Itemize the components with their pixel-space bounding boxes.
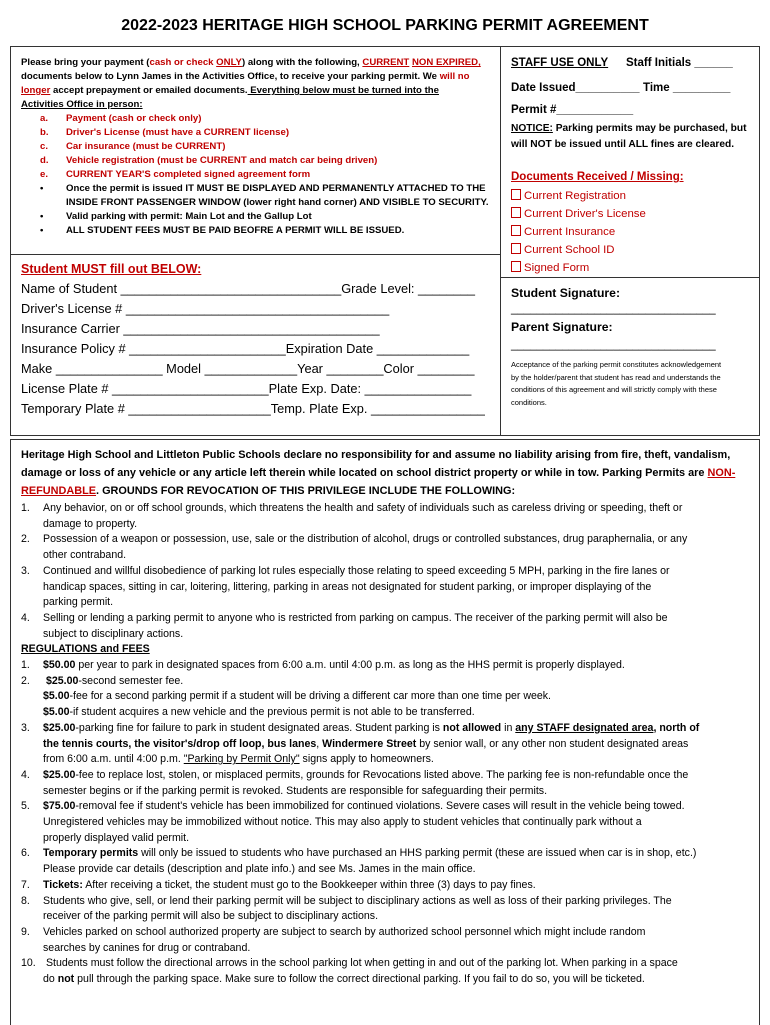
- insurance-policy-field[interactable]: Insurance Policy # ______________________Expiration Date _____________: [21, 341, 470, 356]
- notice-text-1: NOTICE: Parking permits may be purchased, but: [511, 123, 747, 134]
- checkbox-icon: [511, 261, 521, 272]
- document-checkbox-license[interactable]: Current Driver's License: [511, 205, 646, 223]
- list-item: 10. Students must follow the directional arrows in the school parking lot when getting in and out of the parking lot. When parking in a space: [21, 957, 678, 970]
- student-fill-heading: Student MUST fill out BELOW:: [21, 262, 202, 276]
- list-item-continuation: INSIDE FRONT PASSENGER WINDOW (lower right hand corner) AND VISIBLE TO SECURITY.: [66, 197, 489, 208]
- list-item: 3. Continued and willful disobedience of parking lot rules especially those relating to speed exceeding 5 MPH, parking in the fire lanes or: [21, 564, 670, 577]
- list-item: a. Payment (cash or check only): [40, 113, 202, 124]
- intro-line-1: Please bring your payment (cash or check ONLY) along with the following, CURRENT NON EXPIRED,: [21, 57, 481, 68]
- list-item: 4. $25.00-fee to replace lost, stolen, or misplaced permits, grounds for Revocations listed above. The parking fee is non-refundable once the: [21, 768, 689, 781]
- intro-line-2: documents below to Lynn James in the Activities Office, to receive your parking permit. We will no: [21, 71, 470, 82]
- parent-signature-field[interactable]: ________________________________: [511, 339, 716, 351]
- document-checkbox-signed-form[interactable]: Signed Form: [511, 259, 646, 277]
- list-item: 4. Selling or lending a parking permit to anyone who is restricted from parking on campus. The receiver of the parking permit will also be: [21, 611, 668, 624]
- page-title: 2022-2023 HERITAGE HIGH SCHOOL PARKING PERMIT AGREEMENT: [121, 17, 649, 34]
- temporary-plate-field[interactable]: Temporary Plate # ____________________Temp. Plate Exp. ________________: [21, 401, 485, 416]
- document-checkbox-registration[interactable]: Current Registration: [511, 187, 646, 205]
- document-checkbox-insurance[interactable]: Current Insurance: [511, 223, 646, 241]
- list-item-continuation: do not pull through the parking space. Make sure to follow the correct directional parking. If you fail to do so, you will be ticketed.: [43, 973, 645, 986]
- permit-number-field[interactable]: Permit #____________: [511, 104, 634, 116]
- notice-text-2: will NOT be issued until ALL fines are cleared.: [511, 139, 735, 150]
- list-item: • ALL STUDENT FEES MUST BE PAID BEOFRE A PERMIT WILL BE ISSUED.: [40, 225, 405, 236]
- terms-list: 1. Any behavior, on or off school grounds, which threatens the health and safety of individuals such as careless driving or speeding, theft or damage to property. 2. Possession of a weapon or possession, use, sale or the distribution of alcohol, drugs or controlled substances, drug paraphernalia, or any other contraband. 3. Continued and willful disobedience of parking lot rules especially those relating to speed exceeding 5 MPH, parking in the fire lanes or handicap spaces, sitting in car, loitering, littering, parking in areas not designated for student parking, or improper displaying of the parking permit. 4. Selling or lending a parking permit to anyone who is restricted from parking on campus. The receiver of the parking permit will also be subject to disciplinary actions. REGULATIONS and FEES 1. $50.00 per year to park in designated spaces from 6:00 a.m. until 4:00 p.m. as long as the HHS permit is properly displayed. 2. $25.00-second semester fee. $5.00-fee for a second parking permit if a student will be driving a different car more than one time per week. $5.00-if student acquires a new vehicle and the previous permit is not able to be transferred. 3. $25.00-parking fine for failure to park in student designated areas. Student parking is not allowed in any STAFF designated area, north of the tennis courts, the visitor's/drop off loop, bus lanes, Windermere Street by senior wall, or any other non student designated areas from 6:00 a.m. until 4:00 p.m. "Parking by Permit Only" signs apply to homeowners. 4. $25.00-fee to replace lost, stolen, or misplaced permits, grounds for Revocations listed above. The parking fee is non-refundable once the semester begins or if the parking permit is revoked. Students are responsible for safeguarding their permits. 5. $75.00-removal fee if student's vehicle has been immobilized for continued violations. Severe cases will result in the vehicle being towed. Unregistered vehicles may be immobilized without notice. This may also apply to student vehicles that continually park without a properly displayed valid permit. 6. Temporary permits will only be issued to students who have purchased an HHS parking permit (these are issued when car is in shop, etc.) Please provide car details (description and plate info.) and see Ms. James in the main office. 7. Tickets: After receiving a ticket, the student must go to the Bookkeeper within three (3) days to pay fines. 8. Students who give, sell, or lend their parking permit will be subject to disciplinary actions as well as loss of their parking privileges. The receiver of the parking permit will also be subject to disciplinary actions. 9. Vehicles parked on school authorized property are subject to search by authorized school personnel which might include random searches by canines for drug or contraband. 10. Students must follow the directional arrows in the school parking lot when getting in and out of the parking lot. When parking in a space do not pull through the parking space. Make sure to follow the correct directional parking. If you fail to do so, you will be ticketed.: [21, 501, 756, 988]
- student-signature-field[interactable]: ________________________________: [511, 303, 716, 315]
- list-item: e. CURRENT YEAR'S completed signed agreement form: [40, 169, 311, 180]
- checkbox-icon: [511, 189, 521, 200]
- list-item-continuation: from 6:00 a.m. until 4:00 p.m. "Parking by Permit Only" signs apply to homeowners.: [43, 753, 434, 766]
- staff-use-heading: STAFF USE ONLY: [511, 57, 609, 69]
- list-item: 1. $50.00 per year to park in designated spaces from 6:00 a.m. until 4:00 p.m. as long as the HHS permit is properly displayed.: [21, 659, 625, 672]
- insurance-carrier-field[interactable]: Insurance Carrier ____________________________________: [21, 321, 380, 336]
- list-item-continuation: $5.00-if student acquires a new vehicle and the previous permit is not able to be transferred.: [43, 706, 475, 719]
- list-item: 2. $25.00-second semester fee.: [21, 674, 184, 687]
- date-issued-field[interactable]: Date Issued__________: [511, 82, 640, 94]
- list-item-continuation: $5.00-fee for a second parking permit if a student will be driving a different car more than one time per week.: [43, 690, 551, 703]
- parent-signature-label: Parent Signature:: [511, 320, 613, 334]
- liability-disclaimer: Heritage High School and Littleton Public Schools declare no responsibility for and assume no liability arising from fire, theft, vandalism, damage or loss of any vehicle or any article left therein while located on school district property or while in tow. Parking Permits are NON- REFUNDABLE. GROUNDS FOR REVOCATION OF THIS PRIVILEGE INCLUDE THE FOLLOWING:: [21, 446, 735, 500]
- staff-initials-field[interactable]: Staff Initials ______: [626, 57, 733, 69]
- bullet-list: [40, 182, 489, 238]
- acceptance-note: Acceptance of the parking permit constitutes acknowledgement by the holder/parent that student has read and understands the conditions of this agreement and will strictly comply with these conditions.: [511, 360, 722, 407]
- vehicle-field[interactable]: Make _______________ Model _____________Year ________Color ________: [21, 361, 475, 376]
- list-item: 7. Tickets: After receiving a ticket, the student must go to the Bookkeeper within three (3) days to pay fines.: [21, 878, 536, 891]
- list-item: 5. $75.00-removal fee if student's vehicle has been immobilized for continued violations. Severe cases will result in the vehicle being towed.: [21, 800, 685, 813]
- lettered-list: [40, 112, 377, 182]
- drivers-license-field[interactable]: Driver's License # _____________________________________: [21, 301, 390, 316]
- list-item: c. Car insurance (must be CURRENT): [40, 141, 226, 152]
- list-item: 2. Possession of a weapon or possession, use, sale or the distribution of alcohol, drugs or controlled substances, drug paraphernalia, or any: [21, 533, 688, 546]
- list-item: 3. $25.00-parking fine for failure to park in student designated areas. Student parking is not allowed in any STAFF designated area, north of: [21, 721, 700, 734]
- list-item: • Once the permit is issued IT MUST BE DISPLAYED AND PERMANENTLY ATTACHED TO THE: [40, 183, 486, 194]
- student-name-field[interactable]: Name of Student _______________________________Grade Level: ________: [21, 281, 475, 296]
- documents-checklist: [511, 187, 646, 277]
- student-form: [21, 279, 485, 419]
- student-signature-label: Student Signature:: [511, 286, 621, 300]
- list-item-continuation: the tennis courts, the visitor's/drop off loop, bus lanes, Windermere Street by senior wall, or any other non student designated areas: [43, 737, 689, 750]
- intro-line-4: Activities Office in person:: [21, 99, 143, 110]
- intro-line-3: longer accept prepayment or emailed documents. Everything below must be turned into the: [21, 85, 439, 96]
- right-horizontal-divider: [500, 277, 759, 278]
- list-item: • Valid parking with permit: Main Lot and the Gallup Lot: [40, 211, 312, 222]
- checkbox-icon: [511, 225, 521, 236]
- regulations-heading: REGULATIONS and FEES: [21, 643, 150, 656]
- list-item: d. Vehicle registration (must be CURRENT and match car being driven): [40, 155, 378, 166]
- vertical-divider: [500, 46, 501, 435]
- time-field[interactable]: Time _________: [643, 82, 731, 94]
- bullet-icon: •: [40, 225, 44, 236]
- list-item: 9. Vehicles parked on school authorized property are subject to search by authorized school personnel which might include random: [21, 925, 646, 938]
- list-item: 1. Any behavior, on or off school grounds, which threatens the health and safety of individuals such as careless driving or speeding, theft or: [21, 502, 683, 514]
- list-item: 6. Temporary permits will only be issued to students who have purchased an HHS parking permit (these are issued when car is in shop, etc.): [21, 847, 697, 860]
- left-horizontal-divider: [10, 254, 501, 255]
- documents-heading: Documents Received / Missing:: [511, 171, 684, 183]
- checkbox-icon: [511, 243, 521, 254]
- disclaimer-line-3: REFUNDABLE. GROUNDS FOR REVOCATION OF THIS PRIVILEGE INCLUDE THE FOLLOWING:: [21, 485, 516, 497]
- document-checkbox-school-id[interactable]: Current School ID: [511, 241, 646, 259]
- disclaimer-line-2: damage or loss of any vehicle or any article left therein while located on school district property or while in tow. Parking Permits are NON-: [21, 467, 736, 479]
- list-item: b. Driver's License (must have a CURRENT license): [40, 127, 290, 138]
- bullet-icon: •: [40, 211, 44, 222]
- license-plate-field[interactable]: License Plate # ______________________Plate Exp. Date: _______________: [21, 381, 472, 396]
- list-item: 8. Students who give, sell, or lend their parking permit will be subject to disciplinary actions as well as loss of their parking privileges. The: [21, 894, 672, 907]
- bullet-icon: •: [40, 183, 44, 194]
- checkbox-icon: [511, 207, 521, 218]
